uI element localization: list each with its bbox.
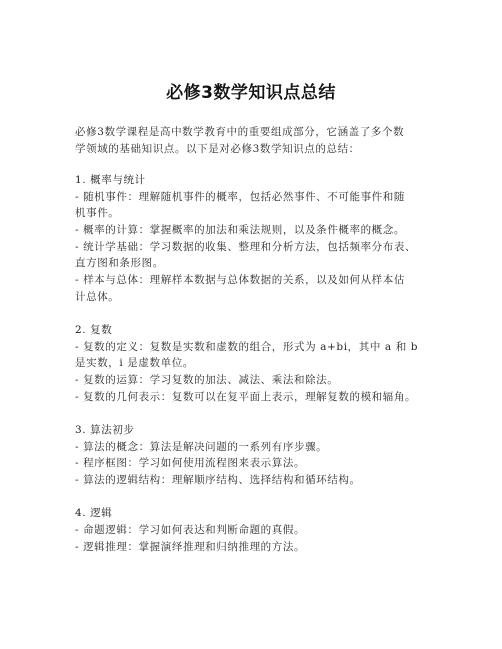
section-line: 是实数，i 是虚数单位。	[75, 357, 194, 369]
section-heading-logic: 4. 逻辑	[75, 507, 113, 519]
section-line: - 复数的几何表示：复数可以在复平面上表示，理解复数的模和辐角。	[75, 391, 417, 403]
section-line: - 复数的定义：复数是实数和虚数的组合，形式为 a+bi，其中 a 和 b	[75, 341, 419, 353]
section-line: - 算法的概念：算法是解决问题的一系列有序步骤。	[75, 441, 328, 453]
section-line: - 复数的运算：学习复数的加法、减法、乘法和除法。	[75, 374, 339, 386]
section-line: - 随机事件：理解随机事件的概率，包括必然事件、不可能事件和随	[75, 191, 405, 203]
intro-line: 必修3数学课程是高中数学教育中的重要组成部分，它涵盖了多个数	[75, 126, 405, 138]
section-line: - 样本与总体：理解样本数据与总体数据的关系，以及如何从样本估	[75, 274, 405, 286]
section-line: - 算法的逻辑结构：理解顺序结构、选择结构和循环结构。	[75, 474, 361, 486]
section-line: 直方图和条形图。	[75, 257, 164, 269]
section-line: - 程序框图：学习如何使用流程图来表示算法。	[75, 457, 306, 469]
section-heading-algorithms: 3. 算法初步	[75, 424, 135, 436]
section-line: 计总体。	[75, 291, 120, 303]
section-line: - 逻辑推理：掌握演绎推理和归纳推理的方法。	[75, 541, 306, 553]
section-heading-probability-statistics: 1. 概率与统计	[75, 174, 146, 186]
section-line: 机事件。	[75, 207, 120, 219]
intro-line: 学领域的基础知识点。以下是对必修3数学知识点的总结：	[75, 143, 360, 155]
section-line: - 概率的计算：掌握概率的加法和乘法规则，以及条件概率的概念。	[75, 224, 405, 236]
section-heading-complex-numbers: 2. 复数	[75, 324, 113, 336]
section-line: - 统计学基础：学习数据的收集、整理和分析方法，包括频率分布表、	[75, 241, 417, 253]
section-line: - 命题逻辑：学习如何表达和判断命题的真假。	[75, 524, 306, 536]
document-title: 必修3数学知识点总结	[166, 83, 336, 103]
